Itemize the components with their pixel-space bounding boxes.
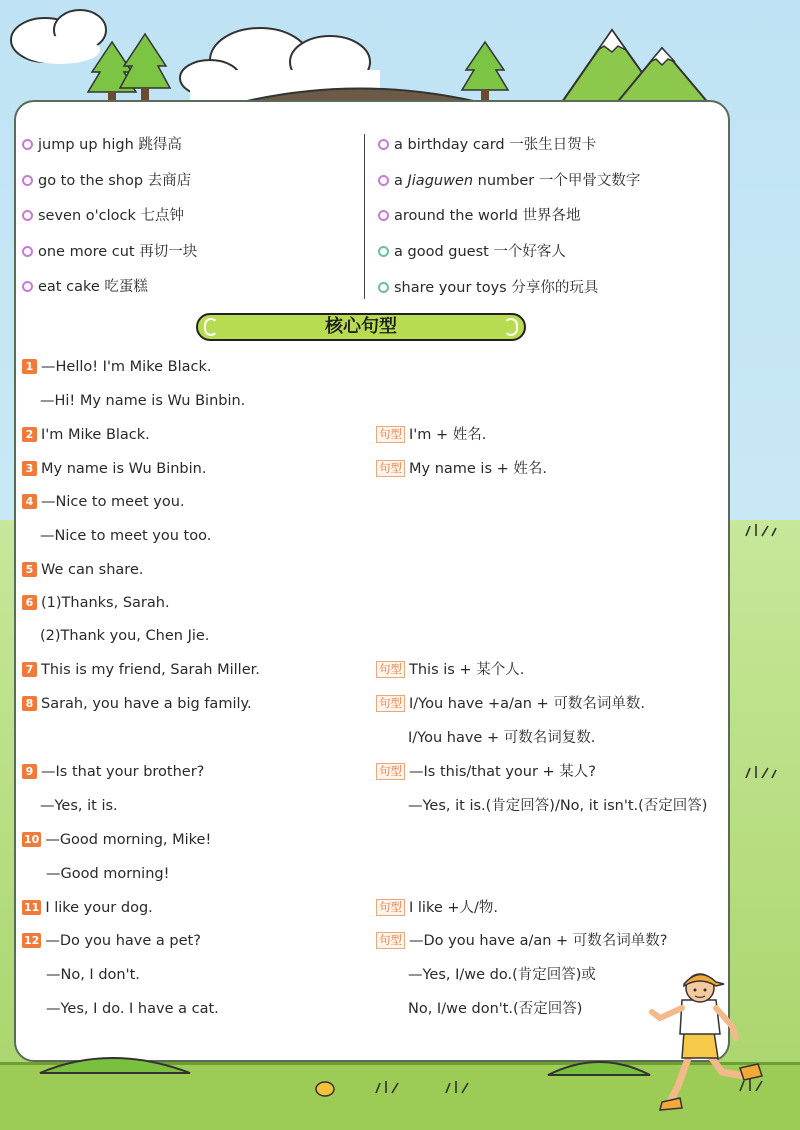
pattern-line: 句型 My name is + 姓名. — [376, 460, 547, 478]
number-badge: 9 — [22, 764, 37, 779]
sentence-line: 4 —Nice to meet you. — [22, 493, 185, 511]
pattern-line: No, I/we don't.(否定回答) — [408, 1001, 583, 1017]
sentence-line: 2 I'm Mike Black. — [22, 426, 150, 444]
bullet-dot-icon — [22, 210, 33, 221]
pattern-line: 句型 I'm + 姓名. — [376, 426, 486, 444]
bullet-dot-icon — [22, 246, 33, 257]
bullet-dot-icon — [22, 175, 33, 186]
sentence-line: 8 Sarah, you have a big family. — [22, 695, 252, 713]
pattern-tag: 句型 — [376, 932, 405, 949]
vocab-item — [22, 207, 184, 225]
sentence-line: —Yes, it is. — [40, 798, 118, 814]
sentence-line: 1 —Hello! I'm Mike Black. — [22, 358, 211, 376]
number-badge: 3 — [22, 461, 37, 476]
sentence-line: —No, I don't. — [46, 967, 140, 983]
bullet-dot-icon — [378, 246, 389, 257]
number-badge: 7 — [22, 662, 37, 677]
stone-icon — [316, 1082, 334, 1096]
pattern-line: 句型 —Is this/that your + 某人? — [376, 763, 596, 781]
pattern-tag: 句型 — [376, 426, 405, 443]
pattern-line: —Yes, it is.(肯定回答)/No, it isn't.(否定回答) — [408, 798, 708, 814]
bush — [548, 1062, 650, 1075]
sentence-line: —Good morning! — [46, 866, 170, 882]
sentence-line: 10 —Good morning, Mike! — [24, 832, 212, 848]
bullet-dot-icon — [378, 210, 389, 221]
number-badge: 8 — [22, 696, 37, 711]
grass-tuft-icon — [742, 520, 782, 540]
bullet-dot-icon — [22, 139, 33, 150]
running-boy-illustration — [640, 968, 770, 1118]
sentence-line: 12 —Do you have a pet? — [24, 933, 201, 949]
column-divider — [364, 134, 365, 299]
grass-tuft-icon — [742, 762, 782, 782]
pattern-line: 句型 —Do you have a/an + 可数名词单数? — [376, 932, 668, 950]
number-badge: 4 — [22, 494, 37, 509]
sentence-line: —Nice to meet you too. — [40, 528, 212, 544]
number-badge: 2 — [22, 427, 37, 442]
bush — [40, 1058, 190, 1073]
sentence-line: —Yes, I do. I have a cat. — [46, 1001, 219, 1017]
number-badge: 6 — [22, 595, 37, 610]
vocab-item — [22, 136, 182, 154]
vocab-text: jump up high 跳得高 — [38, 137, 182, 153]
pattern-tag: 句型 — [376, 763, 405, 780]
vocab-text: seven o'clock 七点钟 — [38, 208, 184, 224]
pattern-tag: 句型 — [376, 695, 405, 712]
vocab-item: share your toys 分享你的玩具 — [378, 279, 598, 297]
pattern-line: 句型 I/You have +a/an + 可数名词单数. — [376, 695, 645, 713]
section-title: 核心句型 — [325, 316, 397, 337]
pattern-line: I/You have + 可数名词复数. — [408, 730, 596, 746]
vocab-item: a good guest 一个好客人 — [378, 243, 566, 261]
cloud-icon — [11, 10, 106, 64]
pattern-line: 句型 I like +人/物. — [376, 899, 498, 917]
bullet-dot-icon — [378, 282, 389, 293]
vocab-item: around the world 世界各地 — [378, 207, 581, 225]
vocab-item — [22, 243, 197, 261]
grass-tuft-icon — [376, 1081, 398, 1093]
number-badge: 12 — [24, 934, 40, 947]
pattern-tag: 句型 — [376, 661, 405, 678]
mountain-icon — [560, 30, 710, 105]
sentence-line: 3 My name is Wu Binbin. — [22, 460, 206, 478]
vocab-item — [22, 172, 191, 190]
number-badge: 1 — [22, 359, 37, 374]
sentence-line: —Hi! My name is Wu Binbin. — [40, 393, 246, 409]
sentence-line: 11 I like your dog. — [24, 900, 153, 916]
vocab-text: eat cake 吃蛋糕 — [38, 279, 148, 295]
sentence-line: 9 —Is that your brother? — [22, 763, 204, 781]
number-badge: 11 — [24, 901, 40, 914]
sentence-line: (2)Thank you, Chen Jie. — [40, 628, 210, 644]
grass-tuft-icon — [446, 1081, 468, 1093]
pattern-line: —Yes, I/we do.(肯定回答)或 — [408, 967, 596, 983]
banner-cap-icon — [504, 318, 518, 336]
bullet-dot-icon — [378, 175, 389, 186]
number-badge: 10 — [24, 833, 40, 846]
sentence-line: 5 We can share. — [22, 561, 143, 579]
vocab-text: go to the shop 去商店 — [38, 173, 192, 189]
bullet-dot-icon — [378, 139, 389, 150]
top-scenery — [0, 0, 800, 110]
pine-tree-icon — [462, 42, 508, 100]
pattern-tag: 句型 — [376, 899, 405, 916]
banner-cap-icon — [204, 318, 218, 336]
vocab-item: a birthday card 一张生日贺卡 — [378, 136, 596, 154]
sentence-line: 7 This is my friend, Sarah Miller. — [22, 661, 260, 679]
section-banner — [196, 313, 526, 341]
bullet-dot-icon — [22, 281, 33, 292]
pattern-tag: 句型 — [376, 460, 405, 477]
vocab-item: a Jiaguwen number 一个甲骨文数字 — [378, 172, 640, 190]
vocab-item — [22, 278, 148, 296]
number-badge: 5 — [22, 562, 37, 577]
sentence-line: 6 (1)Thanks, Sarah. — [22, 594, 170, 612]
vocab-text: one more cut 再切一块 — [38, 244, 198, 260]
pattern-line: 句型 This is + 某个人. — [376, 661, 524, 679]
